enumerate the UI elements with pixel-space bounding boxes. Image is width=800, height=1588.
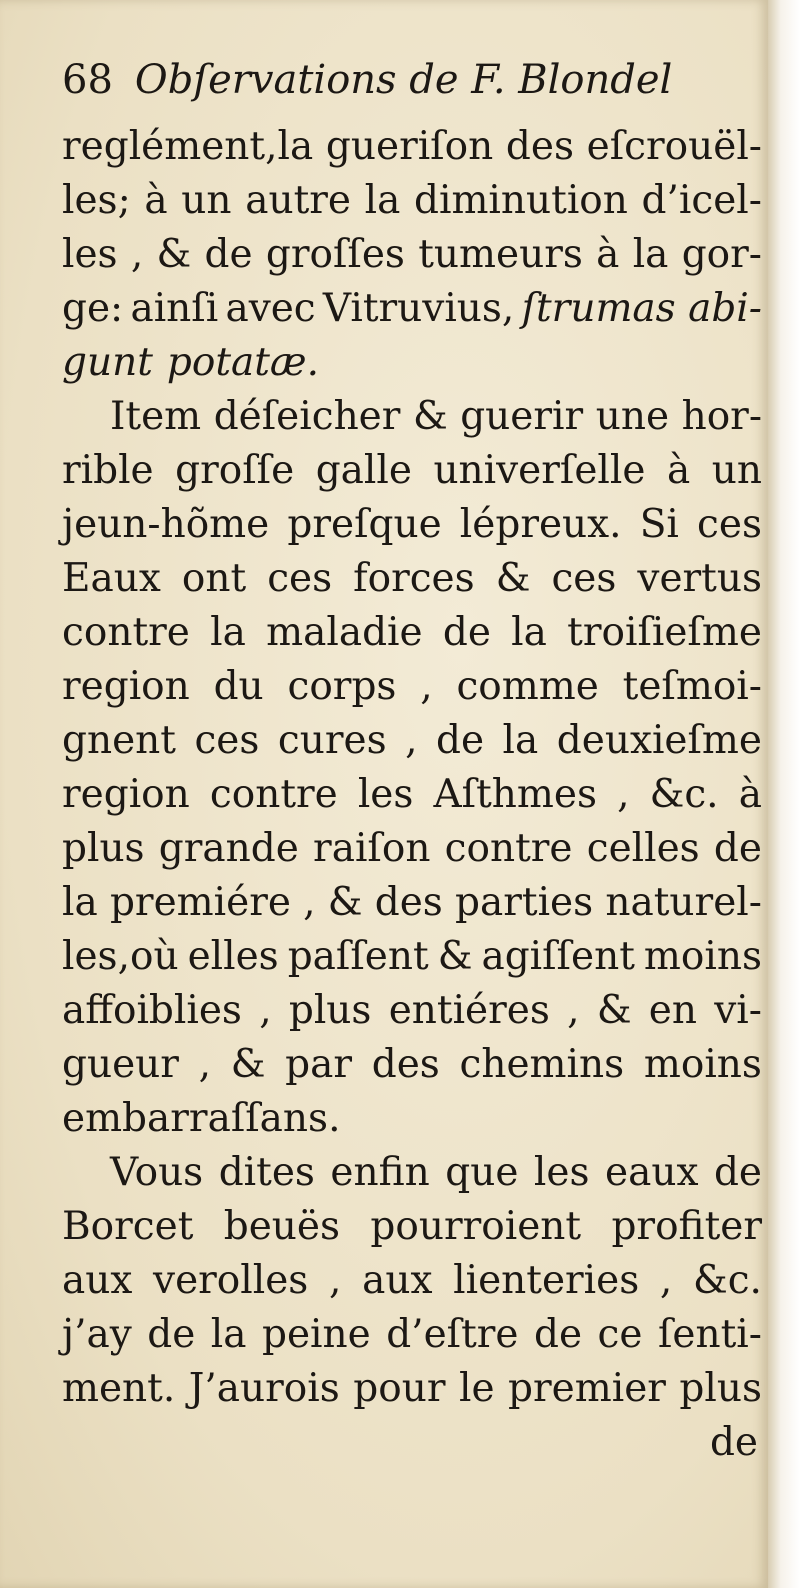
word: ,	[567, 988, 580, 1033]
text-line	[62, 1308, 762, 1362]
word: plus	[62, 826, 145, 871]
word: ,	[259, 988, 272, 1033]
word: avec	[225, 286, 316, 331]
word: de	[713, 1150, 762, 1195]
text-line	[62, 984, 762, 1038]
word: ainſi	[130, 286, 219, 331]
word: groſſe	[175, 448, 295, 493]
word: les;	[62, 178, 131, 223]
word: galle	[315, 448, 412, 493]
text-line	[62, 606, 762, 660]
word: agiſſent	[481, 934, 635, 979]
word: une	[595, 394, 670, 439]
word: de	[436, 718, 485, 763]
text-line	[62, 1362, 762, 1416]
word: ce	[597, 1312, 643, 1357]
text-line	[62, 174, 762, 228]
word: ,	[303, 880, 316, 925]
word: troiſieſme	[567, 610, 762, 655]
word: ont	[181, 556, 247, 601]
word: ,	[130, 232, 144, 277]
word: affoiblies	[62, 988, 242, 1033]
word: contre	[444, 826, 573, 871]
text-line	[62, 228, 762, 282]
word: naturel-	[605, 880, 762, 925]
word: paſſent	[287, 934, 429, 979]
word: ,	[617, 772, 630, 817]
word: pour	[353, 1366, 446, 1411]
word: forces	[353, 556, 475, 601]
word: moins	[643, 934, 762, 979]
word: &	[327, 880, 363, 925]
text-line	[62, 768, 762, 822]
word: parties	[455, 880, 594, 925]
word: ces	[551, 556, 617, 601]
word: un	[711, 448, 762, 493]
word: premier	[508, 1366, 666, 1411]
word: lépreux.	[459, 502, 622, 547]
word: j’ay	[62, 1312, 132, 1357]
catchword: de	[709, 1420, 758, 1465]
word: du	[213, 664, 264, 709]
word: des	[374, 880, 443, 925]
word: Vous	[110, 1150, 204, 1195]
word: moins	[643, 1042, 762, 1087]
word: hor-	[681, 394, 762, 439]
word: la	[632, 232, 669, 277]
word: J’aurois	[188, 1366, 340, 1411]
text-line	[62, 282, 762, 336]
word: Si	[639, 502, 679, 547]
word: déſeicher	[213, 394, 401, 439]
running-head: Obſervations de F. Blondel	[134, 57, 673, 103]
word: plus	[288, 988, 372, 1033]
word: maladie	[266, 610, 423, 655]
word: ces	[194, 718, 260, 763]
word: que	[445, 1150, 519, 1195]
word: deuxieſme	[556, 718, 762, 763]
word: à	[738, 772, 762, 817]
word: les	[533, 1150, 590, 1195]
word: de	[442, 610, 491, 655]
word: de	[713, 826, 762, 871]
word: ,	[329, 1258, 342, 1303]
word: Vitruvius,	[322, 286, 515, 331]
text-line	[62, 552, 762, 606]
word: ,	[198, 1042, 212, 1087]
word: la	[210, 610, 246, 655]
word: Borcet	[62, 1204, 194, 1249]
word: profiter	[611, 1204, 762, 1249]
word: reglément,la	[62, 124, 314, 169]
word: teſmoi-	[622, 664, 762, 709]
text-line	[62, 120, 762, 174]
word: de	[147, 1312, 196, 1357]
word: Item	[110, 394, 202, 439]
text-line	[62, 1092, 762, 1146]
word: la	[210, 1312, 247, 1357]
word: guerir	[460, 394, 584, 439]
page-number: 68	[62, 57, 113, 103]
word: contre	[62, 610, 190, 655]
word: peine	[262, 1312, 371, 1357]
word: gueur	[62, 1042, 179, 1087]
word: lienteries	[453, 1258, 640, 1303]
word: ,	[420, 664, 433, 709]
text-line	[62, 498, 762, 552]
word: &	[495, 556, 531, 601]
italic-phrase: ſtrumas abi-	[521, 286, 762, 331]
word: de	[533, 1312, 583, 1357]
page-edge	[768, 0, 800, 1588]
word: rible	[62, 448, 154, 493]
word: corps	[287, 664, 397, 709]
word: gnent	[62, 718, 176, 763]
word: Aſthmes	[433, 772, 597, 817]
word: par	[285, 1042, 353, 1087]
word: le	[458, 1366, 495, 1411]
word: tumeurs	[418, 232, 583, 277]
word: d’eſtre	[386, 1312, 519, 1357]
word: à	[596, 232, 620, 277]
word: ces	[697, 502, 762, 547]
word: des	[371, 1042, 440, 1087]
text-line	[62, 390, 762, 444]
word: eaux	[605, 1150, 699, 1195]
word: ,	[659, 1258, 673, 1303]
word: &	[156, 232, 192, 277]
text-line	[62, 876, 762, 930]
text-line	[62, 1146, 762, 1200]
word: &c.	[692, 1258, 762, 1303]
word: ge:	[62, 286, 124, 331]
word: à	[666, 448, 691, 493]
word: enfin	[330, 1150, 430, 1195]
text-line	[62, 1200, 762, 1254]
word: &	[412, 394, 448, 439]
word: elles	[187, 934, 279, 979]
word: vertus	[637, 556, 762, 601]
word: aux	[362, 1258, 433, 1303]
word: beuës	[223, 1204, 341, 1249]
word: raiſon	[313, 826, 431, 871]
word: preſque	[287, 502, 442, 547]
word: d’icel-	[641, 178, 762, 223]
word: diminution	[414, 178, 628, 223]
word: &c.	[649, 772, 719, 817]
word: &	[596, 988, 632, 1033]
word: la	[364, 178, 401, 223]
word: en	[648, 988, 697, 1033]
word: univerſelle	[433, 448, 646, 493]
word: la	[511, 610, 547, 655]
word: des	[505, 124, 574, 169]
word: à	[144, 178, 168, 223]
word: potatæ.	[166, 340, 319, 385]
word: ces	[267, 556, 333, 601]
word: celles	[586, 826, 700, 871]
word: comme	[456, 664, 599, 709]
word: jeun-hõme	[62, 502, 270, 547]
word: un	[181, 178, 232, 223]
text-line	[62, 1254, 762, 1308]
word: ment.	[62, 1366, 176, 1411]
word: la	[62, 880, 98, 925]
word: embarraſſans.	[62, 1096, 341, 1141]
word: cures	[277, 718, 387, 763]
word: region	[62, 664, 190, 709]
word: contre	[209, 772, 338, 817]
word: chemins	[459, 1042, 625, 1087]
word: la	[502, 718, 539, 763]
word: gor-	[681, 232, 762, 277]
word: pourroient	[370, 1204, 582, 1249]
page-text	[62, 40, 762, 1470]
word: ,	[405, 718, 418, 763]
text-line	[62, 660, 762, 714]
page-header	[62, 40, 762, 120]
word: gueriſon	[325, 124, 494, 169]
word: entiéres	[388, 988, 550, 1033]
text-line	[62, 336, 762, 390]
text-line	[62, 822, 762, 876]
word: autre	[245, 178, 351, 223]
word: les	[62, 232, 118, 277]
word: premiére	[109, 880, 291, 925]
body-text	[62, 120, 762, 1416]
word: les,où	[62, 934, 179, 979]
word: grande	[158, 826, 299, 871]
word: aux	[62, 1258, 133, 1303]
word: dites	[218, 1150, 315, 1195]
word: Eaux	[62, 556, 161, 601]
word: &	[437, 934, 473, 979]
word: eſcrouël-	[586, 124, 762, 169]
text-line	[62, 714, 762, 768]
word: verolles	[153, 1258, 309, 1303]
text-line	[62, 444, 762, 498]
word: ſenti-	[657, 1312, 762, 1357]
word: groſſes	[265, 232, 405, 277]
text-line	[62, 930, 762, 984]
word: vi-	[714, 988, 762, 1033]
word: gunt	[62, 340, 153, 385]
word: &	[230, 1042, 266, 1087]
word: region	[62, 772, 190, 817]
word: plus	[679, 1366, 762, 1411]
word: de	[204, 232, 253, 277]
text-line	[62, 1038, 762, 1092]
word: les	[357, 772, 414, 817]
